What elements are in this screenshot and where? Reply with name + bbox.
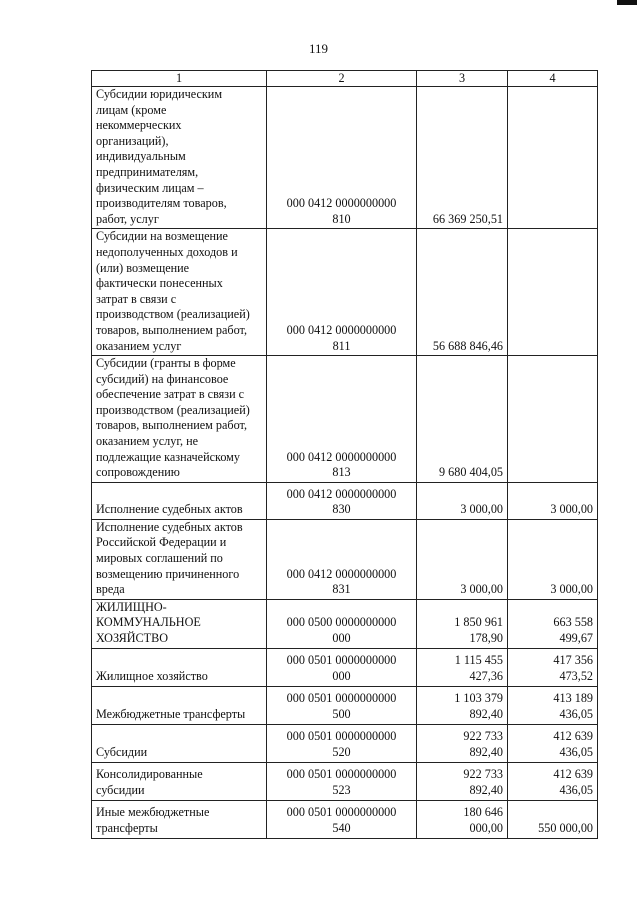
row-value-col4: 417 356 473,52 bbox=[508, 648, 598, 686]
row-name: Жилищное хозяйство bbox=[92, 648, 267, 686]
row-code: 000 0501 0000000000 540 bbox=[267, 800, 417, 838]
row-value-col4 bbox=[508, 229, 598, 356]
row-code: 000 0412 0000000000 813 bbox=[267, 356, 417, 483]
row-name: Иные межбюджетные трансферты bbox=[92, 800, 267, 838]
page-number: 119 bbox=[308, 41, 329, 56]
row-code: 000 0412 0000000000 811 bbox=[267, 229, 417, 356]
table-row bbox=[92, 229, 598, 356]
row-value-col4: 3 000,00 bbox=[508, 519, 598, 599]
row-value-col3: 56 688 846,46 bbox=[417, 229, 508, 356]
row-name: Консолидированные субсидии bbox=[92, 762, 267, 800]
row-code: 000 0501 0000000000 520 bbox=[267, 724, 417, 762]
row-value-col4 bbox=[508, 87, 598, 229]
row-value-col3: 1 115 455 427,36 bbox=[417, 648, 508, 686]
table-row bbox=[92, 599, 598, 648]
column-header: 4 bbox=[508, 71, 598, 87]
row-code: 000 0501 0000000000 523 bbox=[267, 762, 417, 800]
row-value-col3: 1 103 379 892,40 bbox=[417, 686, 508, 724]
row-value-col3: 3 000,00 bbox=[417, 519, 508, 599]
row-code: 000 0412 0000000000 830 bbox=[267, 482, 417, 519]
row-value-col4: 413 189 436,05 bbox=[508, 686, 598, 724]
row-value-col4: 412 639 436,05 bbox=[508, 724, 598, 762]
row-code: 000 0412 0000000000 831 bbox=[267, 519, 417, 599]
table-row bbox=[92, 519, 598, 599]
budget-table bbox=[91, 70, 598, 839]
table-row bbox=[92, 800, 598, 838]
table-row bbox=[92, 686, 598, 724]
row-name: Исполнение судебных актов bbox=[92, 482, 267, 519]
column-header: 1 bbox=[92, 71, 267, 87]
row-name: Субсидии bbox=[92, 724, 267, 762]
table-row bbox=[92, 87, 598, 229]
row-name: Субсидии юридическим лицам (кроме некоммерческих организаций), индивидуальным предпринимателям, физическим лицам – производителям товаров, работ, услуг bbox=[92, 87, 267, 229]
row-value-col4: 550 000,00 bbox=[508, 800, 598, 838]
row-name: Межбюджетные трансферты bbox=[92, 686, 267, 724]
row-value-col3: 9 680 404,05 bbox=[417, 356, 508, 483]
row-code: 000 0501 0000000000 000 bbox=[267, 648, 417, 686]
row-value-col3: 1 850 961 178,90 bbox=[417, 599, 508, 648]
row-value-col4 bbox=[508, 356, 598, 483]
table-row bbox=[92, 482, 598, 519]
row-value-col3: 3 000,00 bbox=[417, 482, 508, 519]
column-header: 3 bbox=[417, 71, 508, 87]
row-value-col3: 922 733 892,40 bbox=[417, 724, 508, 762]
row-name: Исполнение судебных актов Российской Федерации и мировых соглашений по возмещению причиненного вреда bbox=[92, 519, 267, 599]
column-header: 2 bbox=[267, 71, 417, 87]
table-row bbox=[92, 724, 598, 762]
corner-mark bbox=[617, 0, 637, 5]
row-value-col4: 412 639 436,05 bbox=[508, 762, 598, 800]
table-row bbox=[92, 356, 598, 483]
row-value-col4: 663 558 499,67 bbox=[508, 599, 598, 648]
row-name: Субсидии на возмещение недополученных доходов и (или) возмещение фактически понесенных затрат в связи с производством (реализацией) товаров, выполнением работ, оказанием услуг bbox=[92, 229, 267, 356]
table-header-row bbox=[92, 71, 598, 87]
table-row bbox=[92, 762, 598, 800]
row-code: 000 0500 0000000000 000 bbox=[267, 599, 417, 648]
row-value-col3: 922 733 892,40 bbox=[417, 762, 508, 800]
row-code: 000 0501 0000000000 500 bbox=[267, 686, 417, 724]
row-code: 000 0412 0000000000 810 bbox=[267, 87, 417, 229]
row-value-col4: 3 000,00 bbox=[508, 482, 598, 519]
row-name: Субсидии (гранты в форме субсидий) на финансовое обеспечение затрат в связи с производством (реализацией) товаров, выполнением работ, оказанием услуг, не подлежащие казначейскому сопровождению bbox=[92, 356, 267, 483]
row-value-col3: 180 646 000,00 bbox=[417, 800, 508, 838]
row-value-col3: 66 369 250,51 bbox=[417, 87, 508, 229]
row-name: ЖИЛИЩНО- КОММУНАЛЬНОЕ ХОЗЯЙСТВО bbox=[92, 599, 267, 648]
table-row bbox=[92, 648, 598, 686]
